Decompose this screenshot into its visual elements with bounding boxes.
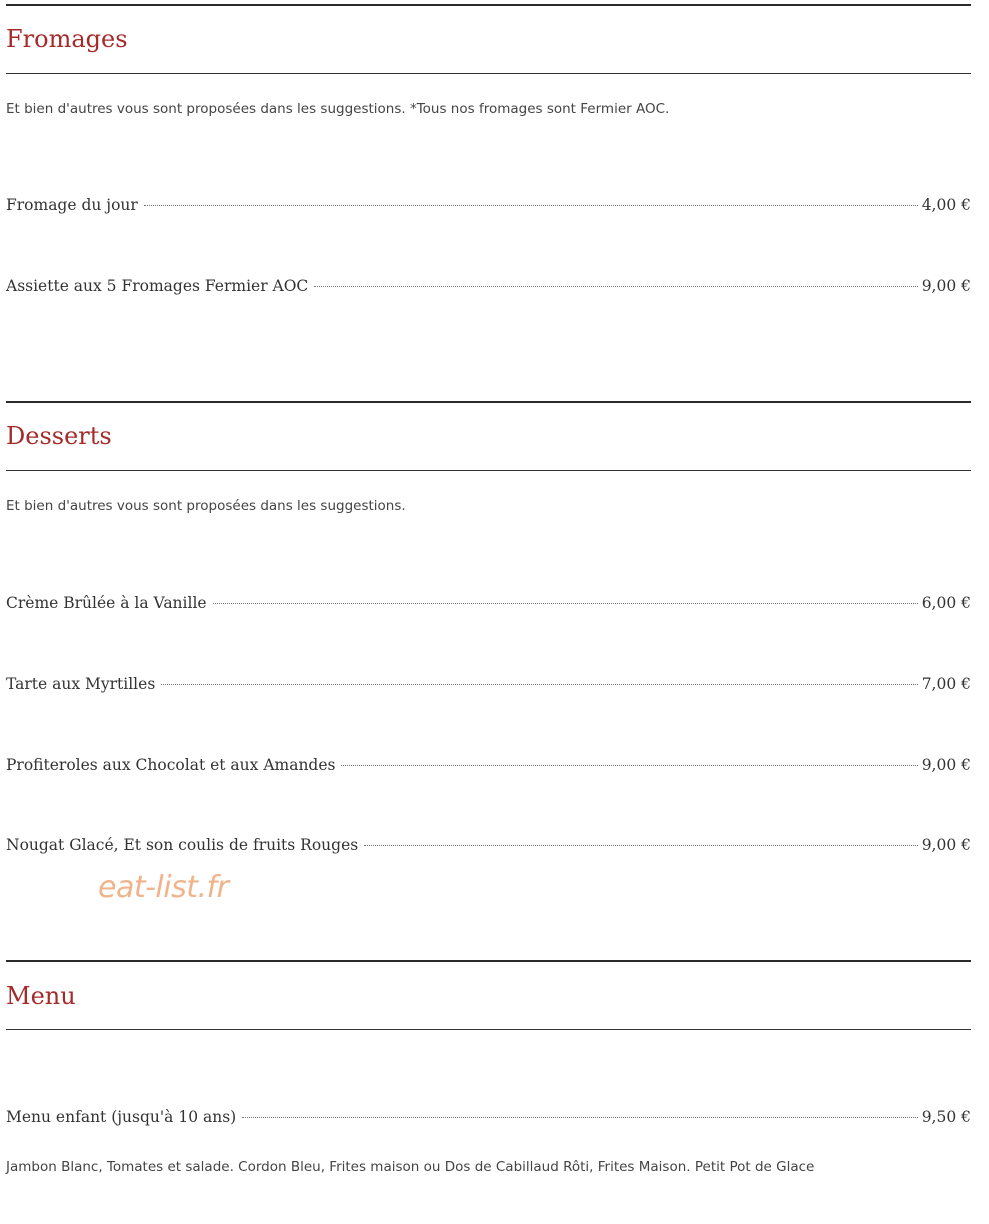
section-bottom-rule (6, 73, 971, 74)
menu-item (6, 672, 971, 696)
dot-leader (341, 765, 917, 766)
item-name: Nougat Glacé, Et son coulis de fruits Rouges (6, 836, 359, 854)
item-name: Menu enfant (jusqu'à 10 ans) (6, 1108, 237, 1126)
section-top-rule (6, 401, 971, 403)
item-price: 9,00 € (921, 836, 971, 854)
section-top-rule (6, 960, 971, 962)
menu-page (6, 0, 971, 1224)
menu-item (6, 193, 971, 217)
section-title: Menu (6, 982, 76, 1010)
section-note: Et bien d'autres vous sont proposées dans les suggestions. *Tous nos fromages sont Fermier AOC. (6, 101, 670, 117)
section-bottom-rule (6, 1029, 971, 1030)
dot-leader (242, 1117, 917, 1118)
dot-leader (213, 603, 918, 604)
item-name: Profiteroles aux Chocolat et aux Amandes (6, 756, 336, 774)
item-price: 6,00 € (921, 594, 971, 612)
menu-item (6, 833, 971, 857)
item-price: 9,00 € (921, 277, 971, 295)
item-name: Assiette aux 5 Fromages Fermier AOC (6, 277, 309, 295)
dot-leader (314, 286, 917, 287)
item-price: 4,00 € (921, 196, 971, 214)
menu-item (6, 591, 971, 615)
section-note: Et bien d'autres vous sont proposées dans les suggestions. (6, 498, 406, 514)
item-price: 9,50 € (921, 1108, 971, 1126)
section-bottom-rule (6, 470, 971, 471)
dot-leader (144, 205, 918, 206)
section-title: Desserts (6, 422, 112, 450)
item-description: Jambon Blanc, Tomates et salade. Cordon Bleu, Frites maison ou Dos de Cabillaud Rôti, Frites Maison. Petit Pot de Glace (6, 1159, 815, 1175)
menu-item (6, 274, 971, 298)
watermark: eat-list.fr (98, 870, 229, 905)
section-top-rule (6, 4, 971, 6)
item-name: Tarte aux Myrtilles (6, 675, 156, 693)
section-title: Fromages (6, 25, 128, 53)
menu-item (6, 1105, 971, 1129)
item-price: 9,00 € (921, 756, 971, 774)
item-price: 7,00 € (921, 675, 971, 693)
dot-leader (161, 684, 917, 685)
item-name: Crème Brûlée à la Vanille (6, 594, 207, 612)
dot-leader (364, 845, 917, 846)
item-name: Fromage du jour (6, 196, 138, 214)
menu-item (6, 753, 971, 777)
